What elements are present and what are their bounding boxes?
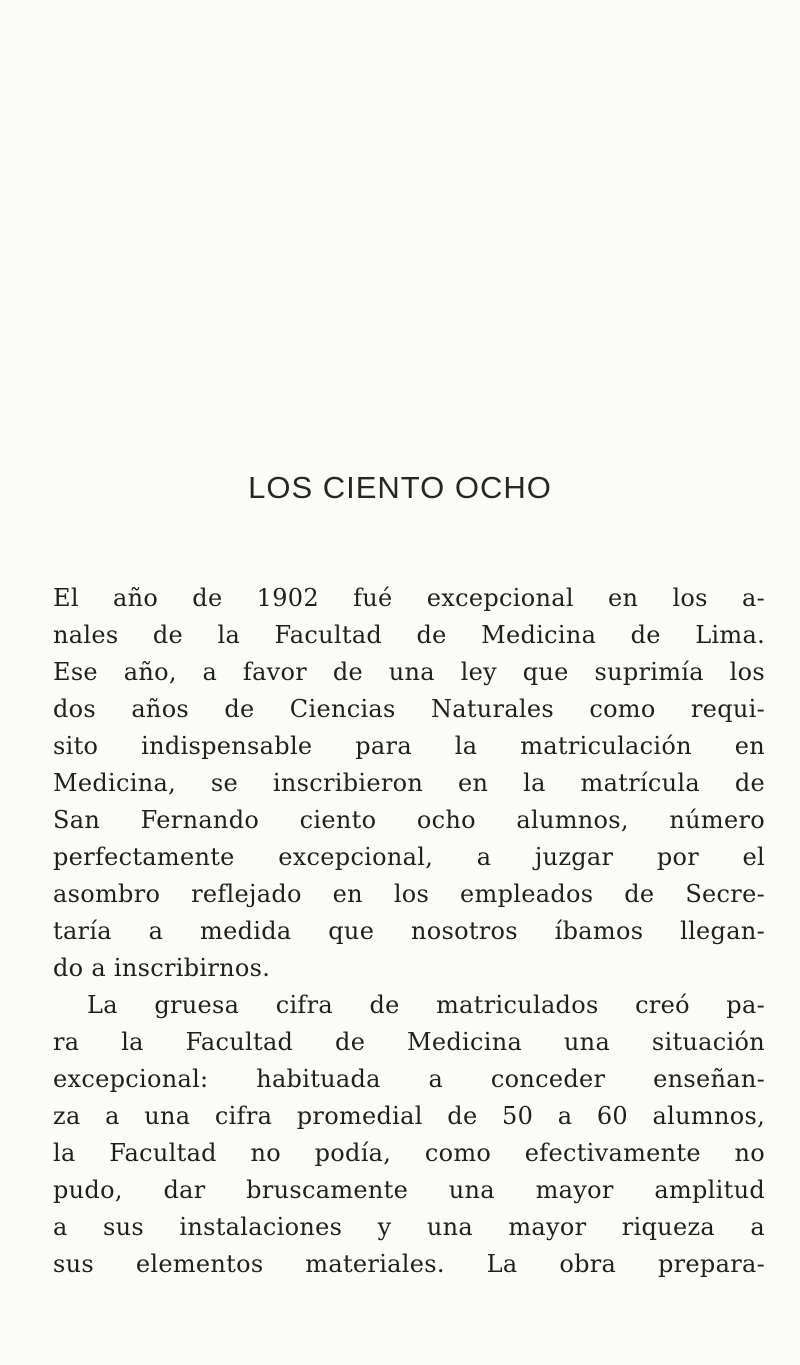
text-line: excepcional: habituada a conceder enseñan- <box>53 1065 765 1093</box>
text-line: sus elementos materiales. La obra prepara- <box>53 1250 765 1278</box>
text-line: do a inscribirnos. <box>53 954 271 982</box>
text-line: za a una cifra promedial de 50 a 60 alumnos, <box>53 1102 765 1130</box>
text-line: La gruesa cifra de matriculados creó pa- <box>87 991 765 1019</box>
text-line: taría a medida que nosotros íbamos llegan- <box>53 917 765 945</box>
text-line: a sus instalaciones y una mayor riqueza a <box>53 1213 765 1241</box>
text-line: San Fernando ciento ocho alumnos, número <box>53 806 765 834</box>
text-line: dos años de Ciencias Naturales como requi- <box>53 695 765 723</box>
text-line: sito indispensable para la matriculación en <box>53 732 765 760</box>
body-text <box>53 580 765 1283</box>
text-line: la Facultad no podía, como efectivamente no <box>53 1139 765 1167</box>
text-line: pudo, dar bruscamente una mayor amplitud <box>53 1176 765 1204</box>
text-line: Medicina, se inscribieron en la matrícula de <box>53 769 765 797</box>
text-line: Ese año, a favor de una ley que suprimía los <box>53 658 765 686</box>
text-line: ra la Facultad de Medicina una situación <box>53 1028 765 1056</box>
text-line: asombro reflejado en los empleados de Secre- <box>53 880 765 908</box>
chapter-title: LOS CIENTO OCHO <box>248 470 552 505</box>
text-line: perfectamente excepcional, a juzgar por el <box>53 843 765 871</box>
text-line: nales de la Facultad de Medicina de Lima. <box>53 621 765 649</box>
text-line: El año de 1902 fué excepcional en los a- <box>53 584 765 612</box>
